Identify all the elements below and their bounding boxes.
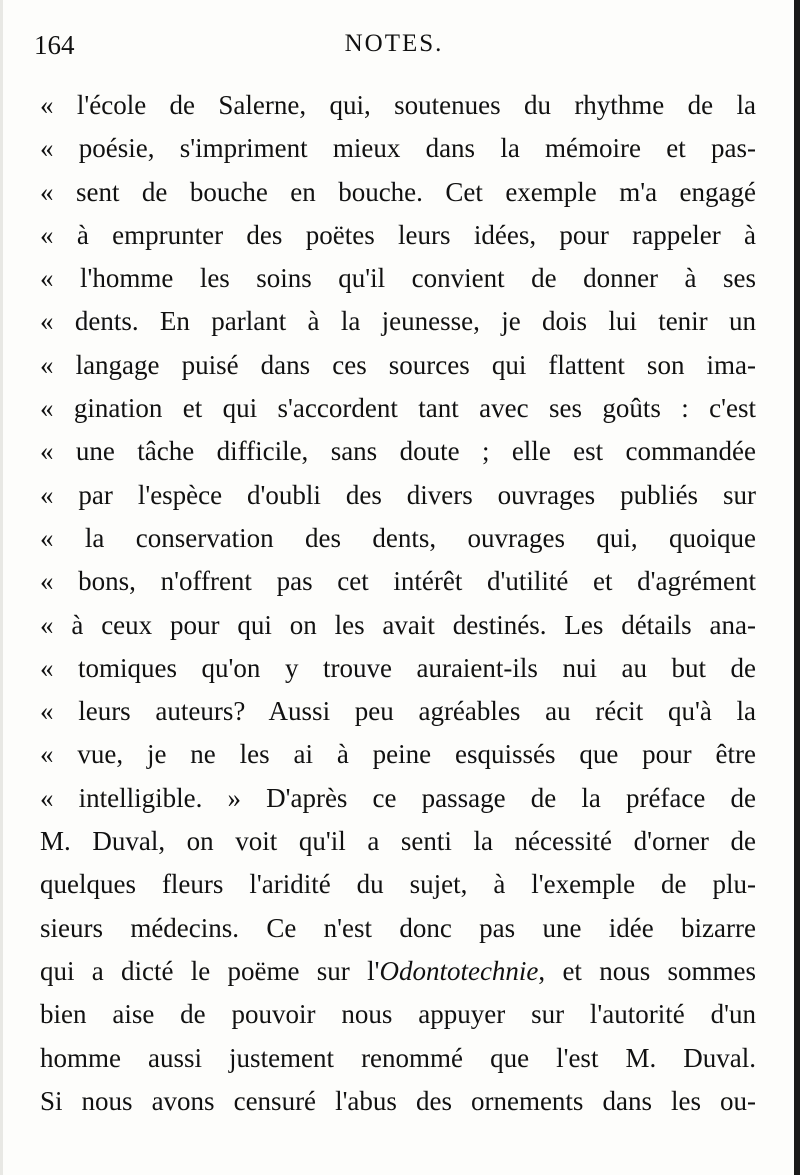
text-line: « l'homme les soins qu'il convient de donner à ses <box>40 263 756 294</box>
text-line: bien aise de pouvoir nous appuyer sur l'autorité d'un <box>40 999 756 1030</box>
text-line: « langage puisé dans ces sources qui flattent son ima- <box>40 349 756 380</box>
page-left-shadow <box>0 0 3 1175</box>
text-line: sieurs médecins. Ce n'est donc pas une idée bizarre <box>40 912 756 943</box>
text-line: « bons, n'offrent pas cet intérêt d'utilité et d'agrément <box>40 566 756 597</box>
running-title: NOTES. <box>344 30 444 57</box>
text-line: « poésie, s'impriment mieux dans la mémoire et pas- <box>40 133 756 164</box>
text-line: « leurs auteurs? Aussi peu agréables au récit qu'à la <box>40 696 756 727</box>
italic-title-odontotechnie: Odontotechnie <box>379 955 539 986</box>
text-line-odontotechnie <box>40 950 756 993</box>
text-line: « intelligible. » D'après ce passage de la préface de <box>40 782 756 813</box>
text-line: « à ceux pour qui on les avait destinés. Les détails ana- <box>40 609 756 640</box>
text-line: « l'école de Salerne, qui, soutenues du rhythme de la <box>40 90 756 120</box>
text-line: quelques fleurs l'aridité du sujet, à l'exemple de plu- <box>40 869 756 900</box>
text-line: « par l'espèce d'oubli des divers ouvrages publiés sur <box>40 479 756 510</box>
text-line: M. Duval, on voit qu'il a senti la nécessité d'orner de <box>40 826 756 857</box>
text-segment: qui a dicté le poëme sur l' <box>40 955 380 986</box>
text-line: « à emprunter des poëtes leurs idées, pour rappeler à <box>40 219 756 250</box>
text-line: « tomiques qu'on y trouve auraient-ils nui au but de <box>40 652 756 683</box>
text-line: « la conservation des dents, ouvrages qui, quoique <box>40 522 756 553</box>
text-line: « sent de bouche en bouche. Cet exemple m'a engagé <box>40 176 756 207</box>
page-header <box>34 30 754 70</box>
text-line: homme aussi justement renommé que l'est M. Duval. <box>40 1042 756 1073</box>
page-right-edge <box>794 0 800 1175</box>
text-line: « gination et qui s'accordent tant avec ses goûts : c'est <box>40 393 756 424</box>
text-line: « dents. En parlant à la jeunesse, je dois lui tenir un <box>40 306 756 337</box>
text-segment: , et nous sommes <box>538 955 756 986</box>
page-number: 164 <box>34 30 75 60</box>
body-text <box>40 84 756 1123</box>
text-line: « une tâche difficile, sans doute ; elle est commandée <box>40 436 756 467</box>
text-line: Si nous avons censuré l'abus des ornements dans les ou- <box>40 1085 756 1116</box>
text-line: « vue, je ne les ai à peine esquissés que pour être <box>40 739 756 770</box>
